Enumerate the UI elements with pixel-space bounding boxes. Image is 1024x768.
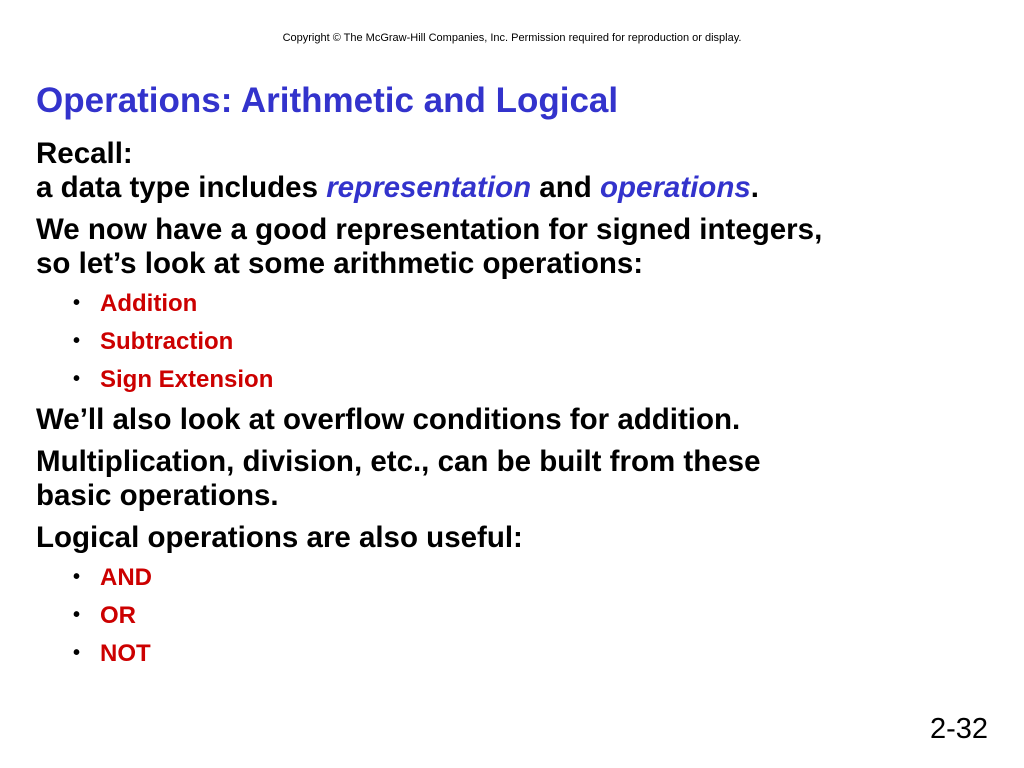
bullet-text: Addition [100,290,198,317]
bullet-dot-icon: • [73,642,81,664]
slide-title: Operations: Arithmetic and Logical [36,81,619,120]
logical-paragraph [36,521,996,555]
multiplication-paragraph [36,445,996,513]
bullet-subtraction [36,327,996,356]
overflow-paragraph [36,403,996,437]
bullet-addition [36,289,996,318]
representation-paragraph [36,213,996,281]
bullet-text: NOT [100,640,151,667]
logical-line: Logical operations are also useful: [36,521,523,554]
representation-line-1: We now have a good representation for signed integers, [36,213,823,246]
emphasis-representation: representation [326,171,532,204]
bullet-dot-icon: • [73,566,81,588]
slide-number: 2-32 [929,713,988,745]
bullet-text: AND [100,564,152,591]
bullet-dot-icon: • [73,330,81,352]
bullet-text: Sign Extension [100,366,274,393]
multiplication-line-2: basic operations. [36,479,279,512]
representation-line-2: so let’s look at some arithmetic operations: [36,247,644,280]
recall-prefix: a data type includes [36,171,327,204]
slide-content [36,137,996,677]
copyright-notice: Copyright © The McGraw-Hill Companies, Inc. Permission required for reproduction or display. [282,32,742,44]
multiplication-line-1: Multiplication, division, etc., can be built from these [36,445,761,478]
emphasis-operations: operations [599,171,751,204]
recall-text [36,171,996,205]
overflow-line: We’ll also look at overflow conditions for addition. [36,403,741,436]
recall-mid: and [531,171,600,204]
recall-paragraph [36,137,996,205]
recall-heading: Recall: [36,137,133,170]
bullet-text: OR [100,602,136,629]
bullet-dot-icon: • [73,292,81,314]
logical-bullet-list [36,563,996,668]
bullet-not [36,639,996,668]
bullet-text: Subtraction [100,328,234,355]
bullet-or [36,601,996,630]
bullet-and [36,563,996,592]
arithmetic-bullet-list [36,289,996,394]
bullet-dot-icon: • [73,604,81,626]
recall-suffix: . [750,171,759,204]
bullet-sign-extension [36,365,996,394]
bullet-dot-icon: • [73,368,81,390]
